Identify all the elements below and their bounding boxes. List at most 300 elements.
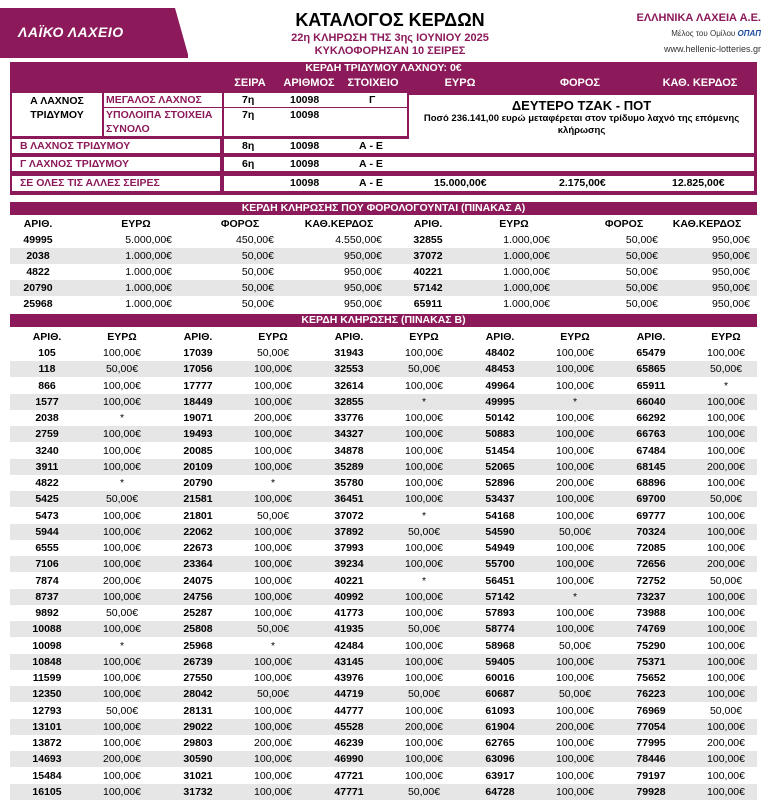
table-b-cell: 100,00€ (405, 412, 443, 424)
table-b-cell: 100,00€ (556, 769, 594, 782)
table-b-cell: 50883 (485, 428, 515, 441)
table-b-cell: 1577 (35, 395, 59, 408)
table-b-cell: 43145 (334, 655, 364, 668)
table-b-cell: 100,00€ (103, 542, 141, 554)
table-a-cell: 50,00€ (625, 282, 658, 294)
triple-c-series: 6η (242, 158, 255, 170)
triple-a-rest-number: 10098 (290, 109, 320, 121)
table-b-header: ΕΥΡΩ (258, 331, 288, 343)
table-b-cell: 100,00€ (556, 623, 594, 636)
table-a-cell: 950,00€ (712, 298, 750, 310)
table-b-cell: 100,00€ (556, 363, 594, 376)
table-b-cell: 31732 (183, 785, 213, 798)
table-a-cell: 1.000,00€ (503, 234, 550, 246)
table-b-cell: 100,00€ (103, 428, 141, 441)
table-b-cell: 25287 (183, 607, 213, 619)
table-b-cell: 36451 (334, 493, 364, 506)
table-b-cell: 34327 (334, 428, 364, 441)
table-b-cell: 100,00€ (707, 785, 745, 798)
table-b-cell: 32855 (334, 395, 364, 408)
table-b-cell: 50,00€ (407, 363, 441, 376)
table-b-cell: 100,00€ (556, 737, 594, 749)
table-b-cell: 46239 (334, 737, 364, 749)
table-b-cell: 44719 (334, 688, 364, 701)
table-b-cell: 100,00€ (103, 558, 141, 571)
table-b-cell: 43976 (334, 672, 364, 684)
table-b-cell: 40221 (334, 574, 364, 587)
table-b-cell: 3911 (35, 460, 59, 473)
table-b-cell: 69777 (636, 509, 666, 522)
table-b-cell: 50,00€ (256, 623, 290, 636)
table-b-cell: 100,00€ (556, 493, 594, 506)
table-b-cell: 100,00€ (254, 525, 292, 538)
company-member (671, 29, 761, 38)
table-b-cell: 65479 (636, 347, 666, 359)
table-a-cell: 1.000,00€ (503, 266, 550, 278)
table-b-cell: 58774 (485, 623, 515, 636)
table-b-cell: 18449 (183, 395, 213, 408)
page-title: ΚΑΤΑΛΟΓΟΣ ΚΕΡΔΩΝ (295, 10, 485, 30)
table-b-cell: 16105 (32, 785, 62, 798)
table-b-row (10, 638, 757, 654)
table-b-cell: 46990 (334, 753, 364, 766)
table-b-cell: 35780 (334, 477, 364, 489)
table-b-cell: 12350 (32, 688, 62, 701)
table-b-cell: 100,00€ (707, 347, 745, 359)
triple-all-tax: 2.175,00€ (559, 177, 606, 189)
table-b-cell: 100,00€ (707, 542, 745, 554)
table-a-cell: 20790 (23, 282, 53, 294)
triple-b-element: Α - Ε (359, 140, 383, 152)
table-b-cell: 31021 (183, 769, 213, 782)
table-b-cell: 100,00€ (254, 607, 292, 619)
table-b-cell: 25968 (183, 639, 213, 652)
table-b-cell: 100,00€ (405, 769, 443, 782)
table-b-cell: 100,00€ (405, 428, 443, 441)
table-b-cell: 100,00€ (405, 590, 443, 603)
table-b-cell: 11599 (32, 672, 62, 684)
table-b-cell: 100,00€ (254, 542, 292, 554)
table-b-cell: 100,00€ (707, 769, 745, 782)
table-b-cell: 100,00€ (707, 720, 745, 733)
table-b-cell: 68145 (636, 460, 666, 473)
table-b-cell: 100,00€ (405, 607, 443, 619)
triple-c-row (224, 157, 754, 171)
table-b-cell: 100,00€ (556, 753, 594, 766)
table-b-cell: 50,00€ (709, 704, 743, 717)
table-b-cell: 100,00€ (556, 347, 594, 359)
table-b-cell: 100,00€ (707, 525, 745, 538)
table-b-cell: 100,00€ (707, 412, 745, 424)
table-b-cell: 50,00€ (105, 607, 139, 619)
table-b-cell: 100,00€ (254, 493, 292, 506)
table-a-cell: 50,00€ (625, 250, 658, 262)
table-b-cell: 100,00€ (556, 558, 594, 571)
table-b-cell: 40992 (334, 590, 364, 603)
table-b-cell: 50,00€ (558, 688, 592, 701)
table-b-cell: 100,00€ (405, 460, 443, 473)
table-b-header: ΕΥΡΩ (107, 331, 137, 343)
table-b-cell: 100,00€ (707, 428, 745, 441)
table-b-cell: 52065 (485, 460, 515, 473)
table-b-cell: 28131 (183, 704, 213, 717)
table-b-cell: 50,00€ (709, 574, 743, 587)
table-b-cell: 54590 (485, 525, 515, 538)
table-b-cell: 57142 (485, 590, 515, 603)
table-b-cell: 2038 (35, 412, 59, 424)
table-a-cell: 50,00€ (241, 266, 274, 278)
table-a (10, 217, 757, 313)
table-b (10, 330, 757, 802)
table-a-cell: 950,00€ (712, 234, 750, 246)
table-b-row (10, 394, 757, 410)
table-b-cell: 100,00€ (707, 590, 745, 603)
table-a-cell: 50,00€ (241, 250, 274, 262)
table-b-cell: 70324 (636, 525, 666, 538)
table-a-cell: 37072 (413, 250, 443, 262)
table-a-cell: 950,00€ (712, 282, 750, 294)
table-b-cell: 100,00€ (254, 720, 292, 733)
table-b-cell: 200,00€ (556, 477, 594, 489)
table-b-row (10, 524, 757, 540)
table-a-cell: 450,00€ (236, 234, 274, 246)
table-b-cell: 100,00€ (405, 444, 443, 457)
table-b-cell: 26739 (183, 655, 213, 668)
col-header-euro: ΕΥΡΩ (444, 77, 476, 89)
table-b-cell: 22673 (183, 542, 213, 554)
table-b-cell: 100,00€ (405, 347, 443, 359)
table-b-cell: 100,00€ (556, 542, 594, 554)
table-b-cell: 49995 (485, 395, 515, 408)
table-a-header: ΚΑΘ.ΚΕΡΔΟΣ (304, 218, 374, 230)
table-b-row (10, 459, 757, 475)
table-b-cell: 49964 (485, 379, 515, 392)
table-b-cell: 100,00€ (103, 460, 141, 473)
table-b-cell: 17039 (183, 347, 213, 359)
table-b-cell: 100,00€ (103, 688, 141, 701)
table-b-header: ΑΡΙΘ. (183, 331, 213, 343)
table-b-cell: 13872 (32, 737, 62, 749)
table-b-cell: 100,00€ (103, 672, 141, 684)
table-b-cell: 100,00€ (405, 379, 443, 392)
table-a-cell: 950,00€ (344, 250, 382, 262)
table-b-row (10, 491, 757, 507)
table-a-cell: 50,00€ (241, 298, 274, 310)
table-b-cell: 100,00€ (103, 720, 141, 733)
triple-a-big-element: Γ (369, 94, 376, 106)
triple-c-label: Γ ΛΑΧΝΟΣ ΤΡΙΔΥΜΟΥ (12, 157, 220, 171)
table-a-cell: 1.000,00€ (125, 250, 172, 262)
table-b-header: ΕΥΡΩ (711, 331, 741, 343)
table-b-cell: 35289 (334, 460, 364, 473)
table-b-cell: 32614 (334, 379, 364, 392)
table-b-cell: 100,00€ (405, 737, 443, 749)
page-header (0, 0, 769, 62)
col-header-number: ΑΡΙΘΜΟΣ (283, 77, 335, 89)
table-b-cell: 58968 (485, 639, 515, 652)
table-b-cell: 29803 (183, 737, 213, 749)
table-b-cell: 100,00€ (254, 672, 292, 684)
table-b-cell: 77995 (636, 737, 666, 749)
triple-b-row (224, 139, 754, 153)
table-b-cell: 20109 (183, 460, 213, 473)
table-b-cell: 64728 (485, 785, 515, 798)
triple-a-label-cell (12, 93, 102, 136)
triple-c-number: 10098 (290, 158, 320, 170)
table-b-cell: 48402 (485, 347, 515, 359)
table-b-cell: 53437 (485, 493, 515, 506)
table-b-cell: 42484 (334, 639, 364, 652)
triple-a-label: Α ΛΑΧΝΟΣ ΤΡΙΔΥΜΟΥ (30, 95, 84, 121)
table-b-cell: 100,00€ (103, 525, 141, 538)
table-b-cell: * (270, 639, 276, 652)
table-b-cell: 60016 (485, 672, 515, 684)
table-b-cell: 6555 (35, 542, 59, 554)
table-b-cell: 100,00€ (707, 607, 745, 619)
table-b-row (10, 621, 757, 637)
table-b-cell: 100,00€ (254, 558, 292, 571)
table-b-row (10, 670, 757, 686)
table-b-cell: 50,00€ (407, 688, 441, 701)
table-b-cell: 100,00€ (556, 509, 594, 522)
table-a-cell: 1.000,00€ (125, 266, 172, 278)
table-a-cell: 25968 (23, 298, 53, 310)
table-b-cell: 100,00€ (103, 444, 141, 457)
table-b-cell: 61904 (485, 720, 515, 733)
table-a-header: ΑΡΙΘ. (23, 218, 53, 230)
table-b-cell: 41773 (334, 607, 364, 619)
series-subtitle: ΚΥΚΛΟΦΟΡΗΣΑΝ 10 ΣΕΙΡΕΣ (314, 45, 466, 57)
table-b-cell: 54949 (485, 542, 515, 554)
table-b-cell: 100,00€ (405, 672, 443, 684)
table-b-cell: 100,00€ (254, 379, 292, 392)
table-b-cell: 100,00€ (254, 753, 292, 766)
table-b-cell: 66763 (636, 428, 666, 441)
table-b-cell: 62765 (485, 737, 515, 749)
jackpot-title: ΔΕΥΤΕΡΟ ΤΖΑΚ - ΠΟΤ (511, 98, 652, 113)
table-b-cell: 34878 (334, 444, 364, 457)
table-b-cell: 100,00€ (103, 737, 141, 749)
table-b-cell: 100,00€ (254, 460, 292, 473)
table-b-cell: 100,00€ (103, 655, 141, 668)
table-b-cell: 59405 (485, 655, 515, 668)
table-b-cell: 2759 (35, 428, 59, 441)
table-b-cell: 17056 (183, 363, 213, 376)
table-b-cell: 866 (38, 379, 56, 392)
table-b-cell: 50,00€ (709, 363, 743, 376)
table-b-cell: 100,00€ (556, 428, 594, 441)
table-b-cell: * (723, 379, 729, 392)
table-b-cell: * (119, 412, 125, 424)
table-b-cell: 100,00€ (707, 623, 745, 636)
table-b-row (10, 475, 757, 491)
table-b-cell: 100,00€ (254, 704, 292, 717)
triple-a-big-number: 10098 (290, 94, 320, 106)
table-b-cell: 200,00€ (707, 737, 745, 749)
table-b-cell: 57893 (485, 607, 515, 619)
table-b-row (10, 605, 757, 621)
table-b-cell: 100,00€ (405, 753, 443, 766)
table-b-cell: 100,00€ (103, 395, 141, 408)
member-prefix: Μέλος του Ομίλου (671, 29, 736, 38)
table-b-cell: 100,00€ (707, 477, 745, 489)
table-b-cell: 30590 (183, 753, 213, 766)
table-a-cell: 50,00€ (625, 234, 658, 246)
table-b-cell: 60687 (485, 688, 515, 701)
laiko-lachio-logo (0, 8, 188, 58)
table-b-cell: 14693 (32, 753, 62, 766)
triple-all-element: Α - Ε (359, 177, 383, 189)
table-b-cell: 100,00€ (103, 379, 141, 392)
table-b-cell: 29022 (183, 720, 213, 733)
table-b-cell: 200,00€ (254, 412, 292, 424)
table-b-cell: 8737 (35, 590, 59, 603)
jackpot-box (409, 95, 754, 140)
table-b-cell: 74769 (636, 623, 666, 636)
table-b-cell: 37072 (334, 509, 364, 522)
table-a-cell: 65911 (413, 298, 443, 310)
table-b-cell: 44777 (334, 704, 364, 717)
col-header-net: ΚΑΘ. ΚΕΡΔΟΣ (662, 77, 738, 89)
table-b-cell: 68896 (636, 477, 666, 489)
table-b-cell: 24075 (183, 574, 213, 587)
table-b-cell: 10848 (32, 655, 62, 668)
table-b-cell: 100,00€ (556, 574, 594, 587)
table-b-cell: 77054 (636, 720, 666, 733)
table-b-cell: * (572, 590, 578, 603)
table-b-cell: 9892 (35, 607, 59, 619)
triple-b-series: 8η (242, 140, 255, 152)
triple-all-euro: 15.000,00€ (434, 177, 487, 189)
table-b-cell: 27550 (183, 672, 213, 684)
table-b-cell: 100,00€ (707, 753, 745, 766)
table-b-cell: 75652 (636, 672, 666, 684)
table-b-cell: 21801 (183, 509, 213, 522)
table-b-cell: 20790 (183, 477, 213, 489)
table-a-cell: 4822 (26, 266, 50, 278)
table-b-cell: 50,00€ (256, 688, 290, 701)
table-a-row (10, 280, 757, 296)
table-a-cell: 950,00€ (344, 282, 382, 294)
table-b-cell: 25808 (183, 623, 213, 636)
table-b-cell: 72085 (636, 542, 666, 554)
table-b-cell: 19493 (183, 428, 213, 441)
table-b-cell: 50,00€ (407, 623, 441, 636)
table-b-row (10, 735, 757, 751)
table-b-cell: 50,00€ (105, 493, 139, 506)
triple-a-rest-label: ΥΠΟΛΟΙΠΑ ΣΤΟΙΧΕΙΑ ΣΥΝΟΛΟ (104, 108, 222, 136)
table-b-cell: 45528 (334, 720, 364, 733)
table-a-cell: 50,00€ (241, 282, 274, 294)
table-b-row (10, 508, 757, 524)
table-b-cell: 100,00€ (405, 493, 443, 506)
table-b-cell: 100,00€ (556, 412, 594, 424)
table-b-cell: 100,00€ (103, 623, 141, 636)
table-a-header: ΕΥΡΩ (499, 218, 529, 230)
table-a-cell: 32855 (413, 234, 443, 246)
table-a-cell: 40221 (413, 266, 443, 278)
table-a-cell: 1.000,00€ (503, 250, 550, 262)
table-a-row (10, 248, 757, 264)
table-b-cell: 76223 (636, 688, 666, 701)
table-b-row (10, 654, 757, 670)
table-b-cell: 100,00€ (103, 509, 141, 522)
table-b-cell: 79197 (636, 769, 666, 782)
table-b-cell: 100,00€ (254, 363, 292, 376)
table-b-cell: 100,00€ (556, 444, 594, 457)
table-b-cell: 50,00€ (407, 785, 441, 798)
table-b-cell: 20085 (183, 444, 213, 457)
table-b-cell: 100,00€ (556, 607, 594, 619)
table-b-cell: 52896 (485, 477, 515, 489)
triple-a-big-row (224, 93, 407, 107)
table-b-cell: 73237 (636, 590, 666, 603)
table-b-cell: 100,00€ (405, 558, 443, 571)
triple-c-element: Α - Ε (359, 158, 383, 170)
table-b-cell: 50,00€ (256, 347, 290, 359)
table-b-cell: 63917 (485, 769, 515, 782)
triple-a-rest-row (224, 108, 407, 136)
table-b-cell: 33776 (334, 412, 364, 424)
table-a-cell: 950,00€ (344, 298, 382, 310)
table-a-row (10, 296, 757, 312)
table-b-cell: 100,00€ (707, 509, 745, 522)
table-b-row (10, 784, 757, 800)
table-b-cell: 200,00€ (405, 720, 443, 733)
table-b-cell: 100,00€ (405, 477, 443, 489)
table-b-cell: 100,00€ (254, 590, 292, 603)
table-b-row (10, 540, 757, 556)
table-b-cell: 7106 (35, 558, 59, 571)
table-b-cell: 50,00€ (256, 509, 290, 522)
table-b-cell: 79928 (636, 785, 666, 798)
table-b-cell: 39234 (334, 558, 364, 571)
table-b-cell: 61093 (485, 704, 515, 717)
triple-a-big-label: ΜΕΓΑΛΟΣ ΛΑΧΝΟΣ (104, 93, 222, 107)
table-b-cell: 100,00€ (556, 704, 594, 717)
table-b-cell: 51454 (485, 444, 515, 457)
table-a-cell: 50,00€ (625, 298, 658, 310)
col-header-element: ΣΤΟΙΧΕΙΟ (347, 77, 399, 89)
table-b-cell: 105 (38, 347, 56, 359)
table-b-cell: 100,00€ (707, 639, 745, 652)
table-b-cell: * (270, 477, 276, 489)
table-b-cell: * (421, 395, 427, 408)
table-b-cell: 5473 (35, 509, 59, 522)
opap-logo: ΟΠΑΠ (737, 29, 761, 38)
table-a-cell: 950,00€ (712, 250, 750, 262)
table-b-cell: 47771 (334, 785, 364, 798)
table-b-cell: 55700 (485, 558, 515, 571)
table-b-cell: 200,00€ (103, 574, 141, 587)
table-b-row (10, 589, 757, 605)
table-b-cell: 100,00€ (103, 590, 141, 603)
table-a-header: ΑΡΙΘ. (413, 218, 443, 230)
table-b-cell: 100,00€ (707, 672, 745, 684)
table-b-row (10, 345, 757, 361)
table-b-cell: 72752 (636, 574, 666, 587)
table-b-cell: 47721 (334, 769, 364, 782)
table-b-cell: 100,00€ (556, 655, 594, 668)
table-b-cell: 50,00€ (105, 704, 139, 717)
table-a-cell: 57142 (413, 282, 443, 294)
triple-all-number: 10098 (290, 177, 320, 189)
table-b-cell: 200,00€ (103, 753, 141, 766)
table-b-cell: * (119, 639, 125, 652)
table-b-cell: * (421, 509, 427, 522)
table-b-cell: 3240 (35, 444, 59, 457)
table-b-cell: 15484 (32, 769, 62, 782)
